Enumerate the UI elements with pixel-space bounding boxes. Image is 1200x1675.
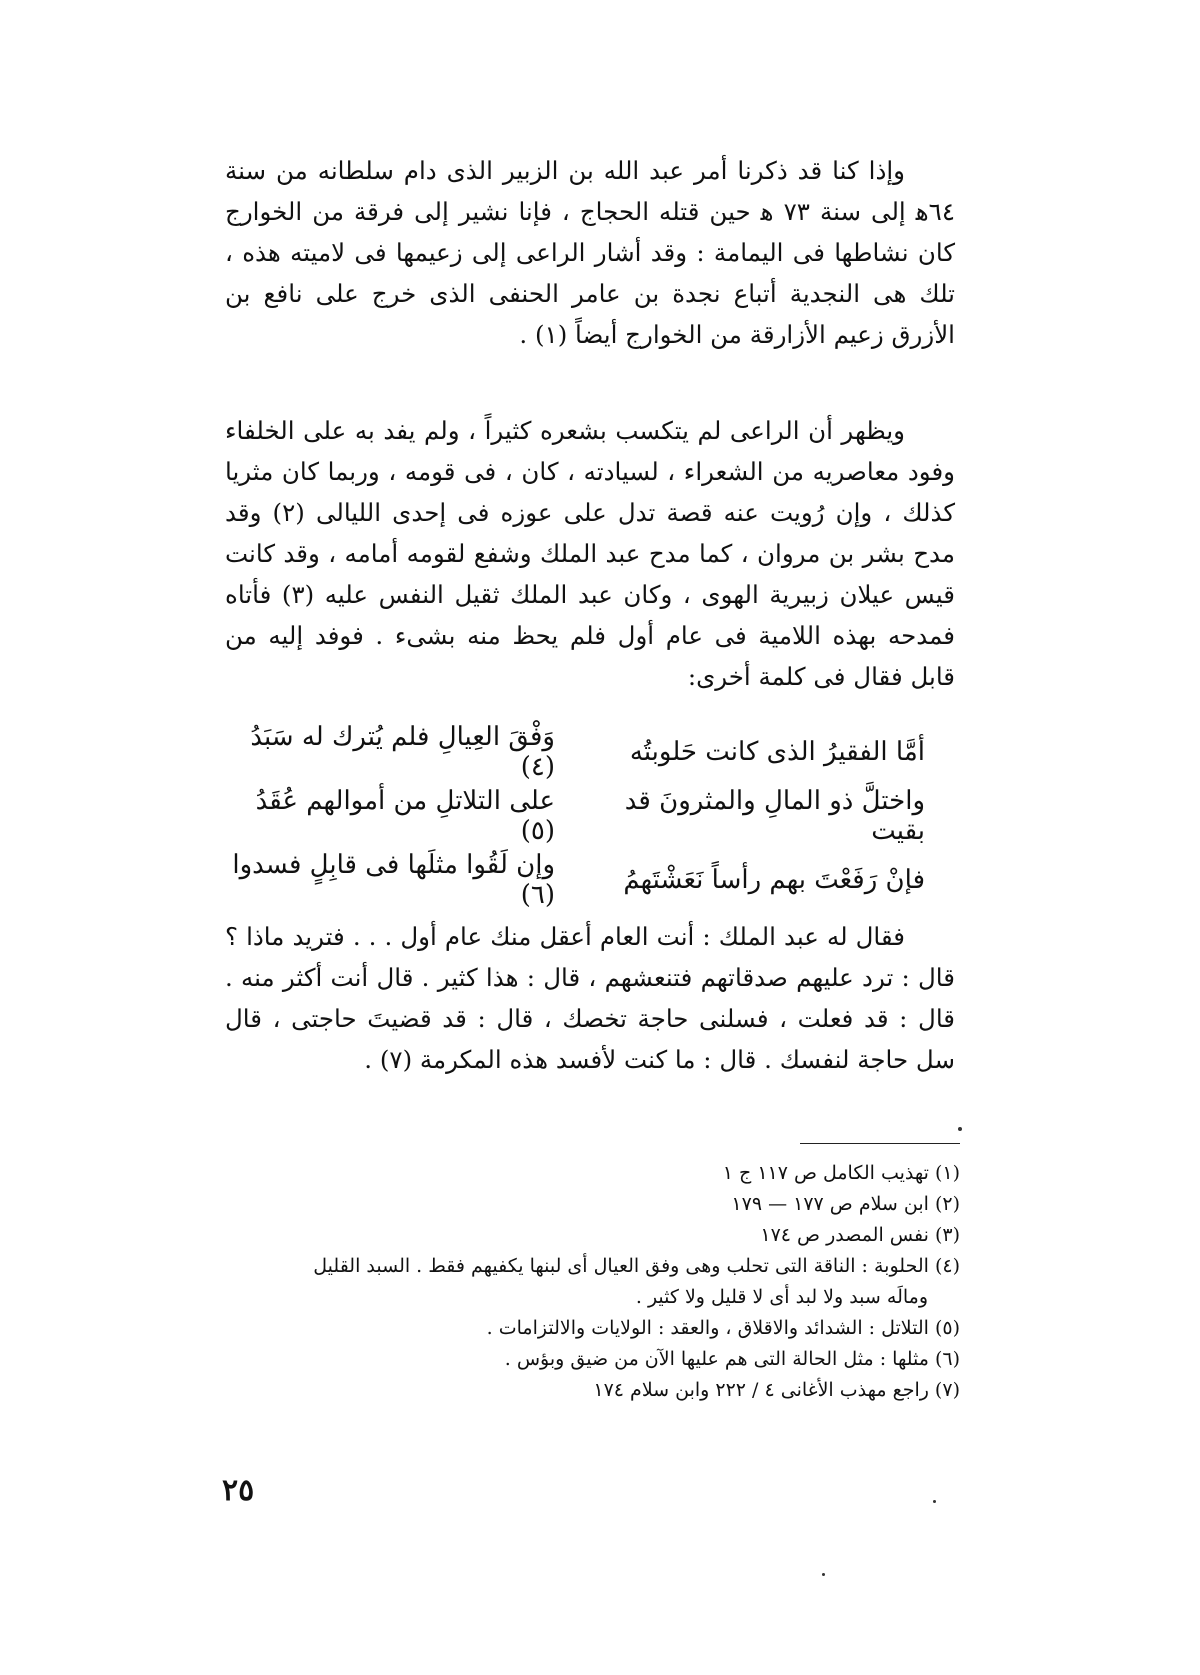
scan-speck (958, 1127, 962, 1131)
page-number: ٢٥ (222, 1473, 255, 1508)
verse-line (225, 720, 925, 784)
scan-speck (933, 1500, 936, 1503)
paragraph-1 (225, 150, 955, 355)
verse-first-hemistich: واختلَّ ذو المالِ والمثرونَ قد بقيت (624, 786, 925, 846)
verse-first-hemistich: أمَّا الفقيرُ الذى كانت حَلوبتُه (629, 737, 925, 767)
scan-speck (822, 1573, 825, 1576)
footnote-separator (800, 1143, 960, 1144)
verse-second-hemistich: على التلاتلِ من أموالهم عُقَدُ (٥) (255, 786, 555, 846)
footnote-2: (٢) ابن سلام ص ١٧٧ — ١٧٩ (731, 1193, 960, 1215)
paragraph-text: ويظهر أن الراعى لم يتكسب بشعره كثيراً ، ولم يفد به على الخلفاء وفود معاصريه من الشعراء ، لسيادته ، كان ، فى قومه ، وربما كان مثريا كذلك ، وإن رُويت عنه قصة تدل على عوزه فى إحدى الليالى (٢) وقد مدح بشر بن مروان ، كما مدح عبد الملك وشفع لقومه أمامه ، وقد كانت قيس عيلان زبيرية الهوى ، وكان عبد الملك ثقيل النفس عليه (٣) فأتاه فمدحه بهذه اللامية فى عام أول فلم يحظ منه بشىء . فوفد إليه من قابل فقال فى كلمة أخرى: (225, 416, 956, 691)
paragraph-2 (225, 410, 955, 697)
paragraph-3 (225, 916, 955, 1080)
footnote-6: (٦) مثلها : مثل الحالة التى هم عليها الآن من ضيق وبؤس . (504, 1348, 960, 1370)
verse-second-hemistich: وإن لَقُوا مثلَها فى قابِلٍ فسدوا (٦) (232, 850, 555, 910)
verse-second-hemistich: وَفْقَ العِيالِ فلم يُترك له سَبَدُ (٤) (250, 722, 555, 782)
paragraph-text: فقال له عبد الملك : أنت العام أعقل منك عام أول . . . فتريد ماذا ؟ قال : ترد عليهم صدقاتهم فتنعشهم ، قال : هذا كثير . قال أنت أكثر منه . قال : قد فعلت ، فسلنى حاجة تخصك ، قال : قد قضيتَ حاجتى ، قال سل حاجة لنفسك . قال : ما كنت لأفسد هذه المكرمة (٧) . (225, 922, 955, 1074)
footnotes (225, 1158, 960, 1406)
poem-verses (225, 720, 925, 912)
footnote-4: (٤) الحلوبة : الناقة التى تحلب وهى وفق العيال أى لبنها يكفيهم فقط . السبد القليل (313, 1255, 960, 1277)
verse-line (225, 784, 925, 848)
verse-line (225, 848, 925, 912)
paragraph-text: وإذا كنا قد ذكرنا أمر عبد الله بن الزبير الذى دام سلطانه من سنة ٦٤ﻫ إلى سنة ٧٣ ﻫ حين قتله الحجاج ، فإنا نشير إلى فرقة من الخوارج كان نشاطها فى اليمامة : وقد أشار الراعى إلى زعيمها فى لاميته هذه ، تلك هى النجدية أتباع نجدة بن عامر الحنفى الذى خرج على نافع بن الأزرق زعيم الأزارقة من الخوارج أيضاً (١) . (225, 156, 955, 349)
verse-first-hemistich: فإنْ رَفَعْتَ بهم رأساً نَعَشْتَهمُ (623, 865, 925, 895)
footnote-5: (٥) التلاتل : الشدائد والاقلاق ، والعقد : الولايات والالتزامات . (486, 1317, 960, 1339)
footnote-3: (٣) نفس المصدر ص ١٧٤ (760, 1224, 960, 1246)
footnote-7: (٧) راجع مهذب الأغانى ٤ / ٢٢٢ وابن سلام ١٧٤ (593, 1379, 960, 1401)
footnote-4-continuation: ومالَه سبد ولا لبد أى لا قليل ولا كثير . (635, 1286, 928, 1308)
footnote-1: (١) تهذيب الكامل ص ١١٧ ج ١ (722, 1162, 960, 1184)
